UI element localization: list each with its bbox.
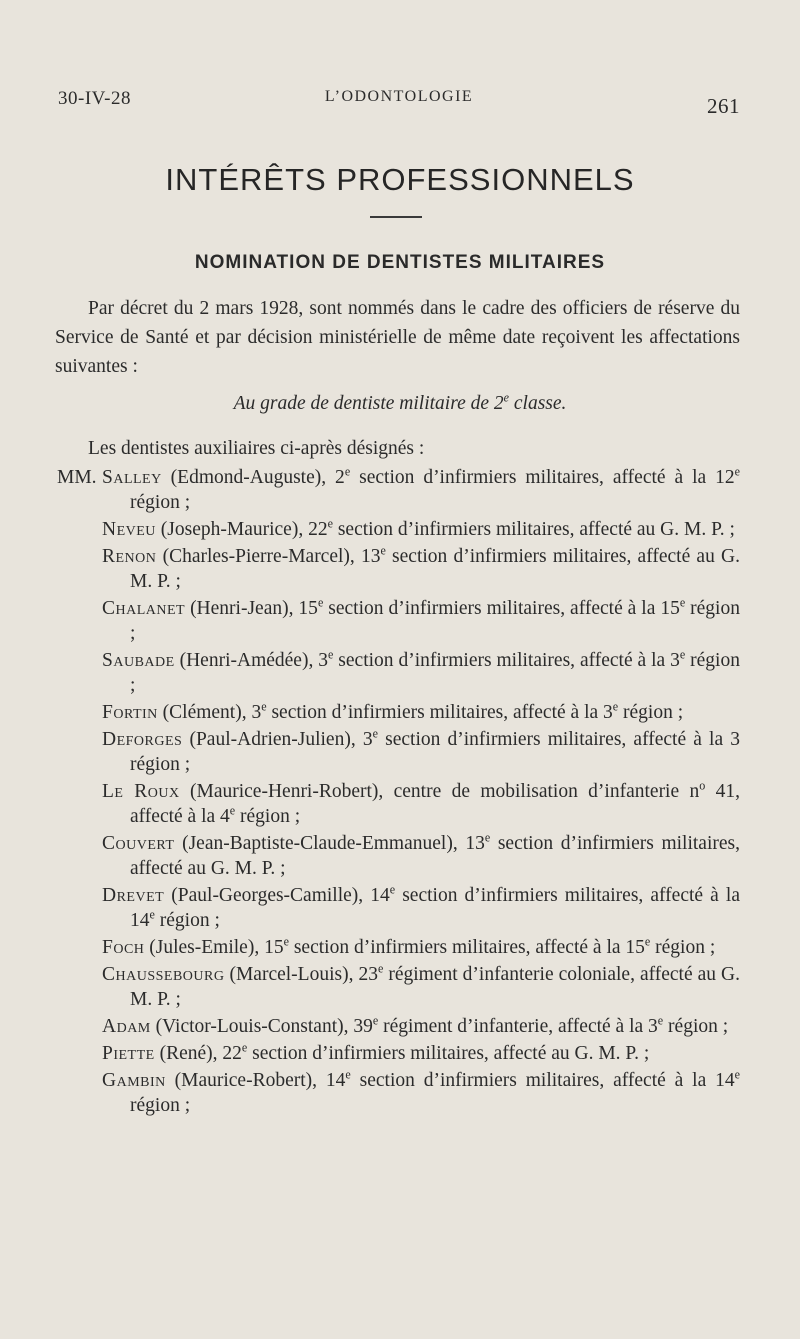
nomination-entry [102,962,740,1012]
officer-details: (Jules-Emile), 15e section d’infirmiers militaires, affecté à la 15e région ; [144,934,716,958]
nomination-entry [102,883,740,933]
officer-name: Piette [102,1043,155,1064]
officer-name: Deforges [102,729,183,750]
officer-details: (Maurice-Henri-Robert), centre de mobilisation d’infanterie $n^o$ 41, affecté à la 4e région ; [130,778,740,827]
officer-name: Neveu [102,519,156,540]
grade-heading-suffix: classe. [509,393,567,414]
officer-name: Drevet [102,885,165,906]
officer-name: Salley [102,467,162,488]
section-title: INTÉRÊTS PROFESSIONNELS [165,162,635,197]
nomination-entry [102,517,740,542]
nomination-entry [102,700,740,725]
officer-name: Chalanet [102,598,186,619]
officer-details: (Paul-Adrien-Julien), 3e section d’infirmiers militaires, affecté à la 3 région ; [130,726,740,775]
officer-details: (René), 22e section d’infirmiers militaires, affecté au G. M. P. ; [154,1040,650,1064]
officer-name: Adam [102,1016,151,1037]
page-number: 261 [707,94,740,118]
running-head [58,88,740,118]
nomination-entry [102,727,740,777]
nomination-entry [102,1014,740,1039]
nomination-entry [102,544,740,594]
nomination-list [57,464,740,1120]
grade-heading [0,390,800,415]
title-divider [370,216,422,218]
nomination-entry [102,648,740,698]
issue-date: 30-IV-28 [58,88,131,109]
nomination-entry [102,831,740,881]
officer-details: (Paul-Georges-Camille), 14e section d’infirmiers militaires, affecté à la 14e région ; [130,882,740,931]
officer-name: Le Roux [102,781,180,802]
officer-name: Couvert [102,833,175,854]
officer-details: (Edmond-Auguste), 2e section d’infirmiers militaires, affecté à la 12e région ; [130,464,740,513]
officer-details: (Joseph-Maurice), 22e section d’infirmiers militaires, affecté au G. M. P. ; [155,516,735,540]
article-subtitle: NOMINATION DE DENTISTES MILITAIRES [194,252,606,273]
grade-heading-text: Au grade de dentiste militaire de 2 [233,393,504,414]
list-lead: Les dentistes auxiliaires ci-après désignés : [88,438,425,459]
officer-name: Foch [102,937,145,958]
officer-details: (Jean-Baptiste-Claude-Emmanuel), 13e section d’infirmiers militaires, affecté au G. M. P. ; [130,830,740,879]
intro-paragraph: Par décret du 2 mars 1928, sont nommés dans le cadre des officiers de réserve du Service de Santé et par décision ministérielle de même date reçoivent les affectations suivantes : [55,298,740,377]
officer-details: (Henri-Jean), 15e section d’infirmiers militaires, affecté à la 15e région ; [130,595,740,644]
officer-name: Saubade [102,650,175,671]
officer-name: Gambin [102,1070,166,1091]
journal-name: L’ODONTOLOGIE [324,88,474,105]
nomination-entry [102,1068,740,1118]
officer-name: Renon [102,546,157,567]
officer-details: (Clément), 3e section d’infirmiers militaires, affecté à la 3e région ; [157,699,684,723]
grade-heading-superscript: e [503,390,510,405]
officer-details: (Henri-Amédée), 3e section d’infirmiers militaires, affecté à la 3e région ; [130,647,740,696]
officer-name: Chaussebourg [102,964,225,985]
officer-name: Fortin [102,702,158,723]
officer-details: (Maurice-Robert), 14e section d’infirmiers militaires, affecté à la 14e région ; [130,1067,740,1116]
nomination-entry [102,596,740,646]
nomination-entry [102,1041,740,1066]
officer-details: (Victor-Louis-Constant), 39e régiment d’infanterie, affecté à la 3e région ; [150,1013,729,1037]
nomination-entry [102,935,740,960]
officer-details: (Charles-Pierre-Marcel), 13e section d’infirmiers militaires, affecté au G. M. P. ; [130,543,740,592]
nomination-entry [102,465,740,515]
nomination-entry [102,779,740,829]
officer-details: (Marcel-Louis), 23e régiment d’infanterie coloniale, affecté au G. M. P. ; [130,961,740,1010]
mm-label: MM. [57,467,97,488]
